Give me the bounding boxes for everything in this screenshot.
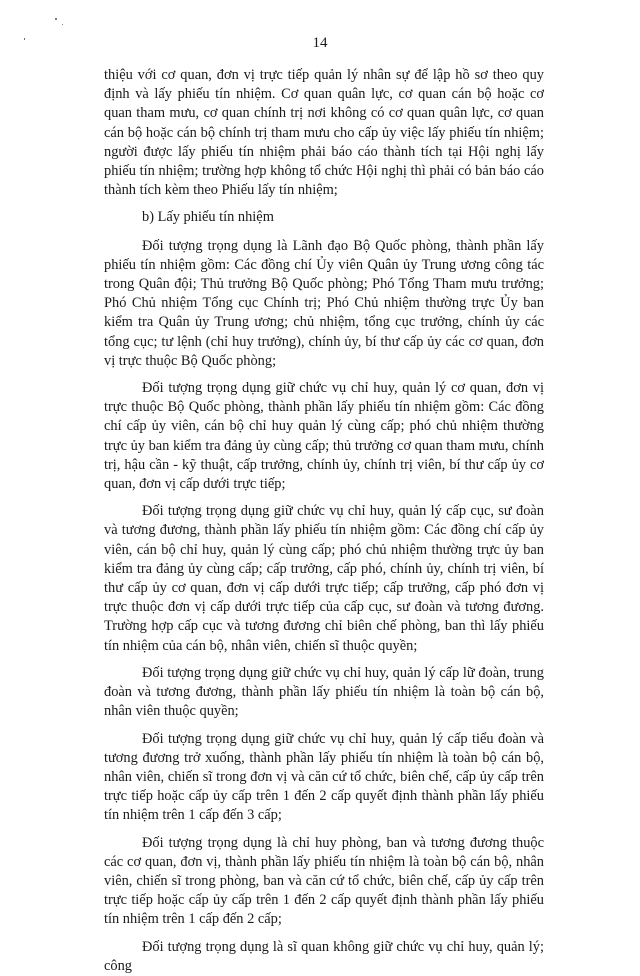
paragraph: Đối tượng trọng dụng là Lãnh đạo Bộ Quốc phòng, thành phần lấy phiếu tín nhiệm gồm: Các đồng chí Ủy viên Quân ủy Trung ương công tác trong Quân đội; Thủ trưởng Bộ Quốc phòng; Phó Tổng Tham mưu trưởng; Phó Chủ nhiệm Tổng cục Chính trị; Phó Chủ nhiệm thường trực Ủy ban kiểm tra Quân ủy Trung ương; chủ nhiệm, tổng cục trưởng, chính ủy các tổng cục; tư lệnh (chỉ huy trưởng), chính ủy, bí thư cấp ủy các cơ quan, đơn vị trực thuộc Bộ Quốc phòng;: [104, 237, 544, 369]
scan-speck: [62, 24, 63, 25]
scan-speck: [55, 18, 57, 20]
paragraph: Đối tượng trọng dụng giữ chức vụ chỉ huy, quản lý cấp lữ đoàn, trung đoàn và tương đương, thành phần lấy phiếu tín nhiệm là toàn bộ cán bộ, nhân viên thuộc quyền;: [104, 664, 544, 720]
paragraph: Đối tượng trọng dụng giữ chức vụ chỉ huy, quản lý cấp cục, sư đoàn và tương đương, thành phần lấy phiếu tín nhiệm gồm: Các đồng chí cấp ủy viên, cán bộ chỉ huy, quản lý cùng cấp; phó chủ nhiệm thường trực ủy ban kiểm tra đảng ủy cùng cấp; cấp trưởng, cấp phó, chính ủy, chính trị viên, bí thư cấp ủy cơ quan, đơn vị cấp dưới trực tiếp; cấp trưởng, cấp phó đơn vị trực thuộc đơn vị cấp dưới trực tiếp của cấp cục, sư đoàn và tương đương. Trường hợp cấp cục và tương đương chỉ biên chế phòng, ban thì lấy phiếu tín nhiệm của cán bộ, nhân viên, chiến sĩ thuộc quyền;: [104, 503, 544, 654]
section-heading-b: b) Lấy phiếu tín nhiệm: [142, 209, 274, 226]
paragraph: Đối tượng trọng dụng là chỉ huy phòng, ban và tương đương thuộc các cơ quan, đơn vị, thành phần lấy phiếu tín nhiệm là toàn bộ cán bộ, nhân viên, chiến sĩ trong phòng, ban và căn cứ tổ chức, biên chế, cấp ủy cấp trên trực tiếp hoặc cấp ủy cấp trên 1 đến 2 cấp quyết định thành phần lấy phiếu tín nhiệm trên 1 cấp đến 2 cấp;: [104, 834, 544, 928]
paragraph: Đối tượng trọng dụng giữ chức vụ chỉ huy, quản lý cơ quan, đơn vị trực thuộc Bộ Quốc phòng, thành phần lấy phiếu tín nhiệm gồm: Các đồng chí cấp ủy viên, cán bộ chỉ huy quản lý cùng cấp; phó chủ nhiệm thường trực ủy ban kiểm tra đảng ủy cùng cấp; thủ trưởng cơ quan tham mưu, chính trị, hậu cần - kỹ thuật, cấp trưởng, chính ủy, chính trị viên, bí thư cấp ủy cơ quan, đơn vị cấp dưới trực tiếp;: [104, 380, 544, 493]
page-number: 14: [312, 35, 328, 51]
paragraph: Đối tượng trọng dụng là sĩ quan không giữ chức vụ chỉ huy, quản lý; công: [104, 938, 544, 974]
paragraph-continuation: thiệu với cơ quan, đơn vị trực tiếp quản lý nhân sự để lập hồ sơ theo quy định và lấy phiếu tín nhiệm. Cơ quan quân lực, cơ quan cán bộ hoặc cơ quan tham mưu, cơ quan chính trị nơi không có cơ quan quân lực, cơ quan cán bộ hoặc cán bộ chính trị tham mưu cho cấp ủy việc lấy phiếu tín nhiệm; người được lấy phiếu tín nhiệm phải báo cáo thành tích tại Hội nghị lấy phiếu tín nhiệm; trường hợp không tổ chức Hội nghị thì phải có bản báo cáo thành tích kèm theo Phiếu lấy tín nhiệm;: [104, 67, 544, 199]
paragraph: Đối tượng trọng dụng giữ chức vụ chỉ huy, quản lý cấp tiểu đoàn và tương đương trở xuống, thành phần lấy phiếu tín nhiệm là toàn bộ cán bộ, nhân viên, chiến sĩ trong đơn vị và căn cứ tổ chức, biên chế, cấp ủy cấp trên trực tiếp hoặc cấp ủy cấp trên 1 đến 2 cấp quyết định thành phần lấy phiếu tín nhiệm trên 1 cấp đến 3 cấp;: [104, 730, 544, 824]
page-body: [104, 66, 544, 976]
